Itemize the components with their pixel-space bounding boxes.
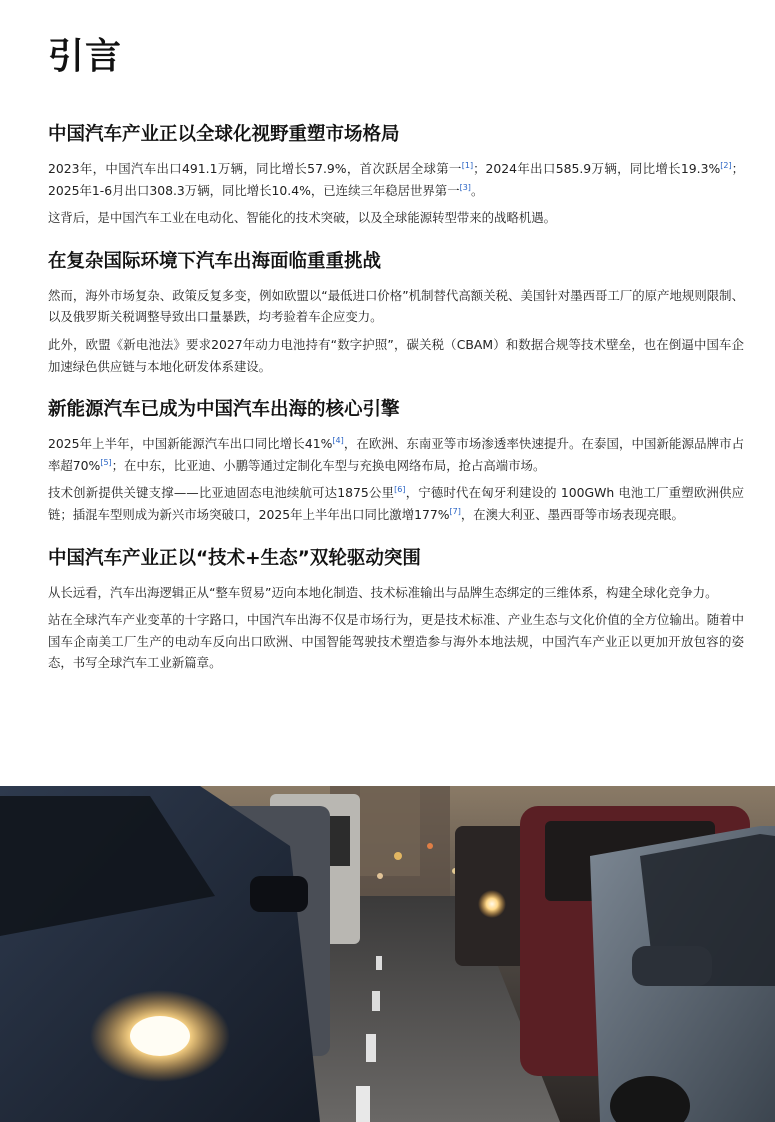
- citation-ref[interactable]: [3]: [459, 182, 471, 192]
- section: [48, 546, 744, 674]
- citation-ref[interactable]: [4]: [332, 436, 344, 446]
- section: [48, 249, 744, 377]
- section-heading: 在复杂国际环境下汽车出海面临重重挑战: [48, 250, 382, 272]
- citation-ref[interactable]: [7]: [449, 506, 461, 516]
- section-heading: 新能源汽车已成为中国汽车出海的核心引擎: [48, 399, 400, 421]
- paragraph-text: 。: [470, 182, 484, 198]
- paragraph: [48, 482, 744, 525]
- paragraph-text: 技术创新提供关键支撑——比亚迪固态电池续航可达1875公里: [48, 485, 395, 501]
- paragraph-text: 此外，欧盟《新电池法》要求2027年动力电池持有“数字护照”，碳关税（CBAM）和数据合规等技术壁垒，也在倒逼中国车企加速绿色供应链与本地化研发体系建设。: [48, 336, 744, 374]
- section: [48, 397, 744, 525]
- paragraph-text: 然而，海外市场复杂、政策反复多变，例如欧盟以“最低进口价格”机制替代高额关税、美国针对墨西哥工厂的原产地规则限制、以及俄罗斯关税调整导致出口量暴跌，均考验着车企应变力。: [48, 287, 744, 325]
- paragraph-text: ，在欧洲、东南亚等市场渗透率快速提升。在泰国，中国新能源品牌市占率超70%: [48, 436, 744, 473]
- paragraph: [48, 433, 744, 476]
- paragraph-text: 2025年上半年，中国新能源汽车出口同比增长41%: [48, 436, 333, 452]
- paragraph: [48, 334, 744, 377]
- paragraph: [48, 582, 744, 604]
- paragraph: [48, 609, 744, 674]
- citation-ref[interactable]: [5]: [100, 457, 112, 467]
- paragraph-text: ；2025年1-6月出口308.3万辆，同比增长10.4%，已连续三年稳居世界第一: [48, 161, 744, 198]
- paragraph-text: ；在中东，比亚迪、小鹏等通过定制化车型与充换电网络布局，抢占高端市场。: [111, 457, 546, 473]
- traffic-jam-photo: [0, 786, 775, 1122]
- paragraph: [48, 285, 744, 328]
- paragraph-text: 站在全球汽车产业变革的十字路口，中国汽车出海不仅是市场行为，更是技术标准、产业生态与文化价值的全方位输出。随着中国车企南美工厂生产的电动车反向出口欧洲、中国智能驾驶技术塑造参与海外本地法规，中国汽车产业正以更加开放包容的姿态，书写全球汽车工业新篇章。: [48, 612, 744, 671]
- paragraph-text: 这背后，是中国汽车工业在电动化、智能化的技术突破，以及全球能源转型带来的战略机遇。: [48, 210, 557, 226]
- section-heading: 中国汽车产业正以全球化视野重塑市场格局: [48, 124, 400, 145]
- paragraph-text: 2023年，中国汽车出口491.1万辆，同比增长57.9%，首次跃居全球第一: [48, 161, 462, 176]
- paragraph-text: ；2024年出口585.9万辆，同比增长19.3%: [473, 161, 721, 176]
- section-heading: 中国汽车产业正以“技术+生态”双轮驱动突围: [48, 547, 421, 569]
- paragraph: [48, 158, 744, 201]
- article-body: [48, 122, 744, 694]
- citation-ref[interactable]: [6]: [394, 485, 406, 495]
- section: [48, 122, 744, 229]
- page-title: 引言: [48, 36, 123, 77]
- paragraph: [48, 207, 744, 229]
- paragraph-text: 从长远看，汽车出海逻辑正从“整车贸易”迈向本地化制造、技术标准输出与品牌生态绑定的三维体系，构建全球化竞争力。: [48, 584, 718, 600]
- citation-ref[interactable]: [2]: [720, 160, 732, 170]
- paragraph-text: ，在澳大利亚、墨西哥等市场表现亮眼。: [460, 506, 684, 522]
- paragraph-text: ，宁德时代在匈牙利建设的 100GWh 电池工厂重塑欧洲供应链；插混车型则成为新兴市场突破口，2025年上半年出口同比激增177%: [48, 485, 744, 522]
- citation-ref[interactable]: [1]: [461, 160, 474, 170]
